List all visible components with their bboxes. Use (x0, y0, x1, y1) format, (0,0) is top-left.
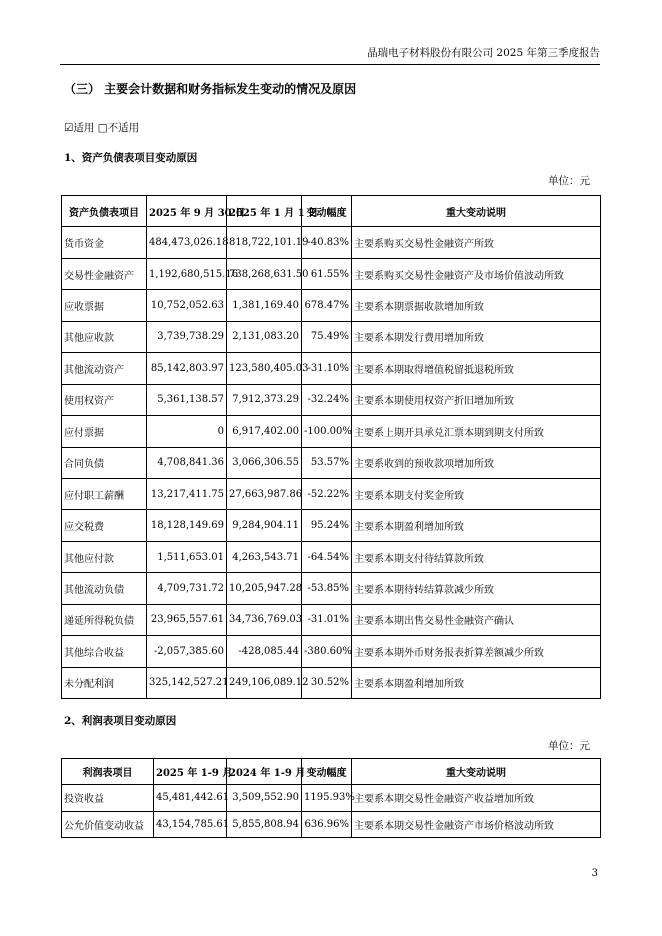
table-row (62, 573, 601, 604)
item-name: 使用权资产 (62, 384, 147, 415)
table-row (62, 353, 601, 384)
item-name: 投资收益 (62, 785, 154, 811)
table-row (62, 604, 601, 635)
change-percent: -31.01% (302, 604, 352, 635)
item-name: 其他流动资产 (62, 353, 147, 384)
change-percent: -40.83% (302, 227, 352, 258)
table-row (62, 667, 601, 698)
current-value: 85,142,803.97 (147, 353, 227, 384)
item-name: 交易性金融资产 (62, 258, 147, 289)
change-percent: -52.22% (302, 478, 352, 509)
balance-sheet-subtitle: 1、资产负债表项目变动原因 (64, 152, 198, 164)
prior-value: 3,509,552.90 (227, 785, 302, 811)
col-header-prior: 2025 年 1 月 1 日 (227, 196, 302, 227)
prior-value: 10,205,947.28 (227, 573, 302, 604)
change-explanation: 主要系本期取得增值税留抵退税所致 (352, 353, 601, 384)
change-percent: 1195.93% (302, 785, 352, 811)
change-explanation: 主要系本期使用权资产折旧增加所致 (352, 384, 601, 415)
col-header-prior: 2024 年 1-9 月 (227, 759, 302, 785)
change-explanation: 主要系收到的预收款项增加所致 (352, 447, 601, 478)
prior-value: 7,912,373.29 (227, 384, 302, 415)
current-value: 1,192,680,515.16 (147, 258, 227, 289)
current-value: 45,481,442.61 (154, 785, 227, 811)
change-percent: -53.85% (302, 573, 352, 604)
prior-value: -428,085.44 (227, 636, 302, 667)
section-title: （三） 主要会计数据和财务指标发生变动的情况及原因 (64, 82, 357, 96)
prior-value: 6,917,402.00 (227, 416, 302, 447)
change-percent: 636.96% (302, 811, 352, 837)
item-name: 其他应付款 (62, 541, 147, 572)
item-name: 应付票据 (62, 416, 147, 447)
change-percent: -31.10% (302, 353, 352, 384)
col-header-change: 变动幅度 (302, 196, 352, 227)
table-row (62, 541, 601, 572)
table-row (62, 321, 601, 352)
col-header-explanation: 重大变动说明 (352, 196, 601, 227)
table-row (62, 227, 601, 258)
item-name: 递延所得税负债 (62, 604, 147, 635)
prior-value: 249,106,089.12 (227, 667, 302, 698)
change-explanation: 主要系本期发行费用增加所致 (352, 321, 601, 352)
col-header-explanation: 重大变动说明 (352, 759, 601, 785)
change-percent: -380.60% (302, 636, 352, 667)
table-row (62, 811, 601, 837)
table-row (62, 384, 601, 415)
current-value: 0 (147, 416, 227, 447)
change-percent: 678.47% (302, 290, 352, 321)
change-explanation: 主要系本期出售交易性金融资产确认 (352, 604, 601, 635)
table-row (62, 785, 601, 811)
col-header-item: 资产负债表项目 (62, 196, 147, 227)
table-row (62, 290, 601, 321)
table-row (62, 478, 601, 509)
current-value: 43,154,785.61 (154, 811, 227, 837)
change-percent: -32.24% (302, 384, 352, 415)
item-name: 公允价值变动收益 (62, 811, 154, 837)
prior-value: 5,855,808.94 (227, 811, 302, 837)
change-explanation: 主要系上期开具承兑汇票本期到期支付所致 (352, 416, 601, 447)
table-row (62, 258, 601, 289)
current-value: 5,361,138.57 (147, 384, 227, 415)
change-explanation: 主要系本期外币财务报表折算差额减少所致 (352, 636, 601, 667)
report-header: 晶瑞电子材料股份有限公司 2025 年第三季度报告 (367, 47, 600, 59)
table-row (62, 636, 601, 667)
item-name: 应收票据 (62, 290, 147, 321)
table-row (62, 416, 601, 447)
item-name: 应交税费 (62, 510, 147, 541)
col-header-current: 2025 年 9 月 30 日 (147, 196, 227, 227)
item-name: 未分配利润 (62, 667, 147, 698)
income-unit-label: 单位：元 (548, 740, 590, 752)
current-value: 10,752,052.63 (147, 290, 227, 321)
prior-value: 34,736,769.03 (227, 604, 302, 635)
change-explanation: 主要系购买交易性金融资产所致 (352, 227, 601, 258)
current-value: 18,128,149.69 (147, 510, 227, 541)
change-percent: 61.55% (302, 258, 352, 289)
income-statement-subtitle: 2、利润表项目变动原因 (64, 715, 177, 727)
change-percent: -100.00% (302, 416, 352, 447)
income-statement-table (61, 758, 601, 838)
page-number: 3 (591, 868, 598, 879)
change-explanation: 主要系本期支付奖金所致 (352, 478, 601, 509)
table-row (62, 510, 601, 541)
col-header-item: 利润表项目 (62, 759, 154, 785)
change-explanation: 主要系本期交易性金融资产收益增加所致 (352, 785, 601, 811)
applicability-check: ☑适用 □不适用 (64, 122, 140, 134)
prior-value: 4,263,543.71 (227, 541, 302, 572)
prior-value: 123,580,405.03 (227, 353, 302, 384)
change-explanation: 主要系本期待转结算款减少所致 (352, 573, 601, 604)
current-value: 3,739,738.29 (147, 321, 227, 352)
prior-value: 27,663,987.86 (227, 478, 302, 509)
balance-sheet-table (61, 195, 601, 699)
change-explanation: 主要系本期交易性金融资产市场价格波动所致 (352, 811, 601, 837)
prior-value: 1,381,169.40 (227, 290, 302, 321)
change-percent: 75.49% (302, 321, 352, 352)
prior-value: 2,131,083.20 (227, 321, 302, 352)
item-name: 应付职工薪酬 (62, 478, 147, 509)
change-percent: 30.52% (302, 667, 352, 698)
table-row (62, 447, 601, 478)
table-header-row (62, 196, 601, 227)
current-value: 13,217,411.75 (147, 478, 227, 509)
change-explanation: 主要系本期盈利增加所致 (352, 667, 601, 698)
current-value: -2,057,385.60 (147, 636, 227, 667)
item-name: 合同负债 (62, 447, 147, 478)
col-header-current: 2025 年 1-9 月 (154, 759, 227, 785)
current-value: 325,142,527.21 (147, 667, 227, 698)
change-percent: -64.54% (302, 541, 352, 572)
item-name: 货币资金 (62, 227, 147, 258)
item-name: 其他流动负债 (62, 573, 147, 604)
change-percent: 95.24% (302, 510, 352, 541)
item-name: 其他应收款 (62, 321, 147, 352)
current-value: 4,709,731.72 (147, 573, 227, 604)
current-value: 4,708,841.36 (147, 447, 227, 478)
current-value: 484,473,026.18 (147, 227, 227, 258)
balance-unit-label: 单位：元 (548, 175, 590, 187)
item-name: 其他综合收益 (62, 636, 147, 667)
table-header-row (62, 759, 601, 785)
change-explanation: 主要系本期盈利增加所致 (352, 510, 601, 541)
change-explanation: 主要系本期票据收款增加所致 (352, 290, 601, 321)
change-explanation: 主要系购买交易性金融资产及市场价值波动所致 (352, 258, 601, 289)
col-header-change: 变动幅度 (302, 759, 352, 785)
prior-value: 9,284,904.11 (227, 510, 302, 541)
current-value: 23,965,557.61 (147, 604, 227, 635)
prior-value: 3,066,306.55 (227, 447, 302, 478)
change-percent: 53.57% (302, 447, 352, 478)
current-value: 1,511,653.01 (147, 541, 227, 572)
change-explanation: 主要系本期支付待结算款所致 (352, 541, 601, 572)
prior-value: 738,268,631.50 (227, 258, 302, 289)
header-rule (60, 64, 600, 65)
prior-value: 818,722,101.19 (227, 227, 302, 258)
